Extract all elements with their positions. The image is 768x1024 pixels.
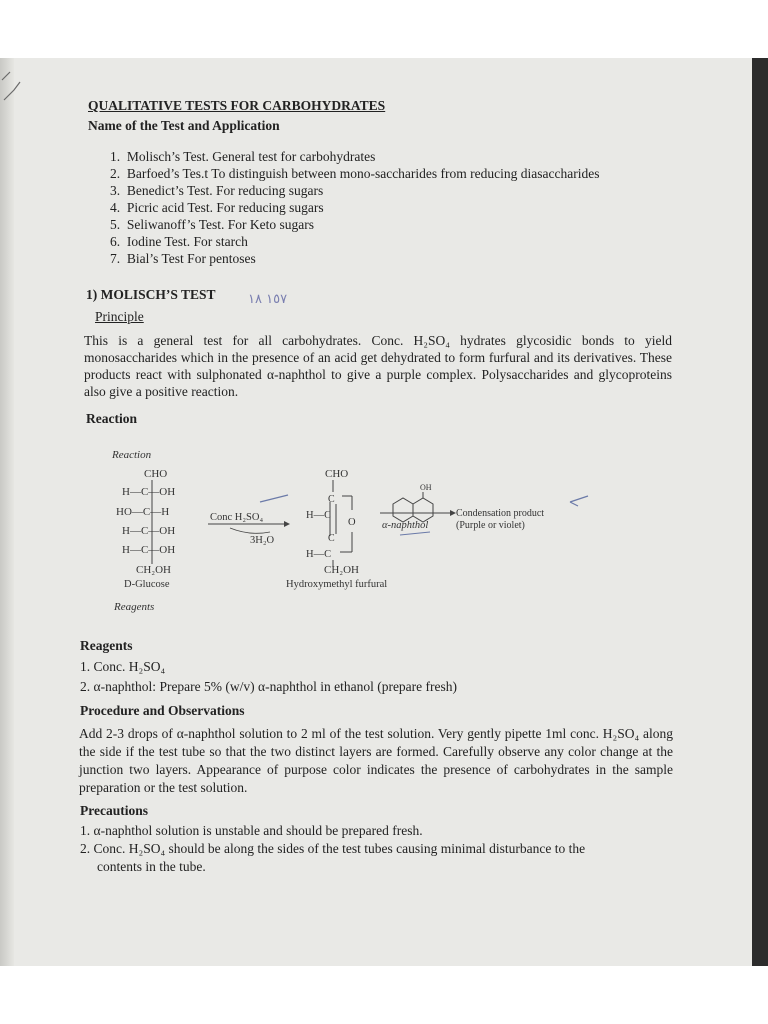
glucose-bottom: CH₂OH [136, 564, 172, 576]
paper-left-edge [0, 58, 14, 966]
reaction-diagram [100, 440, 620, 620]
doc-title: QUALITATIVE TESTS FOR CARBOHYDRATES [88, 98, 386, 113]
glucose-row: H—C—OH [122, 525, 176, 537]
furfural-hc: H—C [306, 510, 332, 521]
list-item: 2. Barfoed’s Tes.t To distinguish between mono-saccharides from reducing diasaccharides [110, 166, 600, 181]
product-line2: (Purple or violet) [456, 520, 525, 531]
furfural-bottom: CH₂OH [324, 564, 360, 576]
arrow1-top-label: Conc H₂SO₄ [210, 512, 264, 523]
procedure-text: Add 2-3 drops of α-naphthol solution to 2 ml of the test solution. Very gently pipette 1ml conc. H₂SO₄ along the side if the test tube so that the two distinct layers are formed. Carefully observe any color change at the junction two layers. Appearance of purpose color indicates the presence of carbohydrates in the sample preparation or the test solution. [79, 726, 673, 795]
handwritten-note: ١٥٧ ١٨ [248, 292, 288, 307]
pencil-mark-icon [0, 60, 40, 120]
precaution-item: contents in the tube. [97, 859, 206, 874]
glucose-row: H—C—OH [122, 544, 176, 556]
principle-text: This is a general test for all carbohydrates. Conc. H₂SO₄ hydrates glycosidic bonds to yield monosaccharides which in the presence of an acid get dehydrated to form furfural and its derivatives. These products react with sulphonated α-naphthol to give a purple complex. Polysaccharides and glycoproteins also give a positive reaction. [84, 333, 672, 399]
photo-background-top [0, 0, 768, 58]
precaution-item: 2. Conc. H₂SO₄ should be along the sides of the test tubes causing minimal disturbance to the [80, 841, 586, 856]
reaction-heading: Reaction [86, 411, 137, 426]
reagents-caption: Reagents [114, 601, 155, 613]
furfural-top: CHO [325, 468, 349, 480]
precautions-heading: Precautions [80, 803, 148, 818]
dark-right-edge [752, 58, 768, 966]
arrow1-bottom-label: 3H₂O [250, 535, 275, 546]
list-item: 4. Picric acid Test. For reducing sugars [110, 200, 324, 215]
diagram-caption: Reaction [112, 449, 152, 461]
list-item: 3. Benedict’s Test. For reducing sugars [110, 183, 324, 198]
list-item: 7. Bial’s Test For pentoses [110, 251, 256, 266]
glucose-top: CHO [144, 468, 168, 480]
furfural-name: Hydroxymethyl furfural [286, 579, 388, 590]
procedure-heading: Procedure and Observations [80, 703, 245, 718]
list-item: 6. Iodine Test. For starch [110, 234, 248, 249]
reagent-item: 2. α-naphthol: Prepare 5% (w/v) α-naphthol in ethanol (prepare fresh) [80, 679, 458, 694]
product-line1: Condensation product [456, 508, 545, 519]
list-item: 1. Molisch’s Test. General test for carbohydrates [110, 149, 376, 164]
glucose-row: HO—C—H [116, 506, 170, 518]
doc-subtitle: Name of the Test and Application [88, 118, 280, 133]
reagent-item: 1. Conc. H₂SO₄ [80, 659, 166, 674]
list-item: 5. Seliwanoff’s Test. For Keto sugars [110, 217, 315, 232]
arrow2-label: α-naphthol [382, 520, 429, 531]
section-heading: 1) MOLISCH’S TEST [86, 287, 216, 302]
furfural-c3: C [328, 533, 335, 544]
glucose-row: H—C—OH [122, 486, 176, 498]
reaction-scheme-figure [100, 440, 620, 620]
principle-heading: Principle [95, 309, 144, 324]
reagents-heading: Reagents [80, 638, 133, 653]
furfural-o: O [348, 517, 356, 528]
photo-background-bottom [0, 966, 768, 1024]
furfural-hc2: H—C [306, 549, 332, 560]
furfural-c1: C [328, 494, 335, 505]
precaution-item: 1. α-naphthol solution is unstable and should be prepared fresh. [80, 823, 423, 838]
naphthol-oh-label: OH [420, 483, 432, 492]
glucose-name: D-Glucose [124, 579, 170, 590]
